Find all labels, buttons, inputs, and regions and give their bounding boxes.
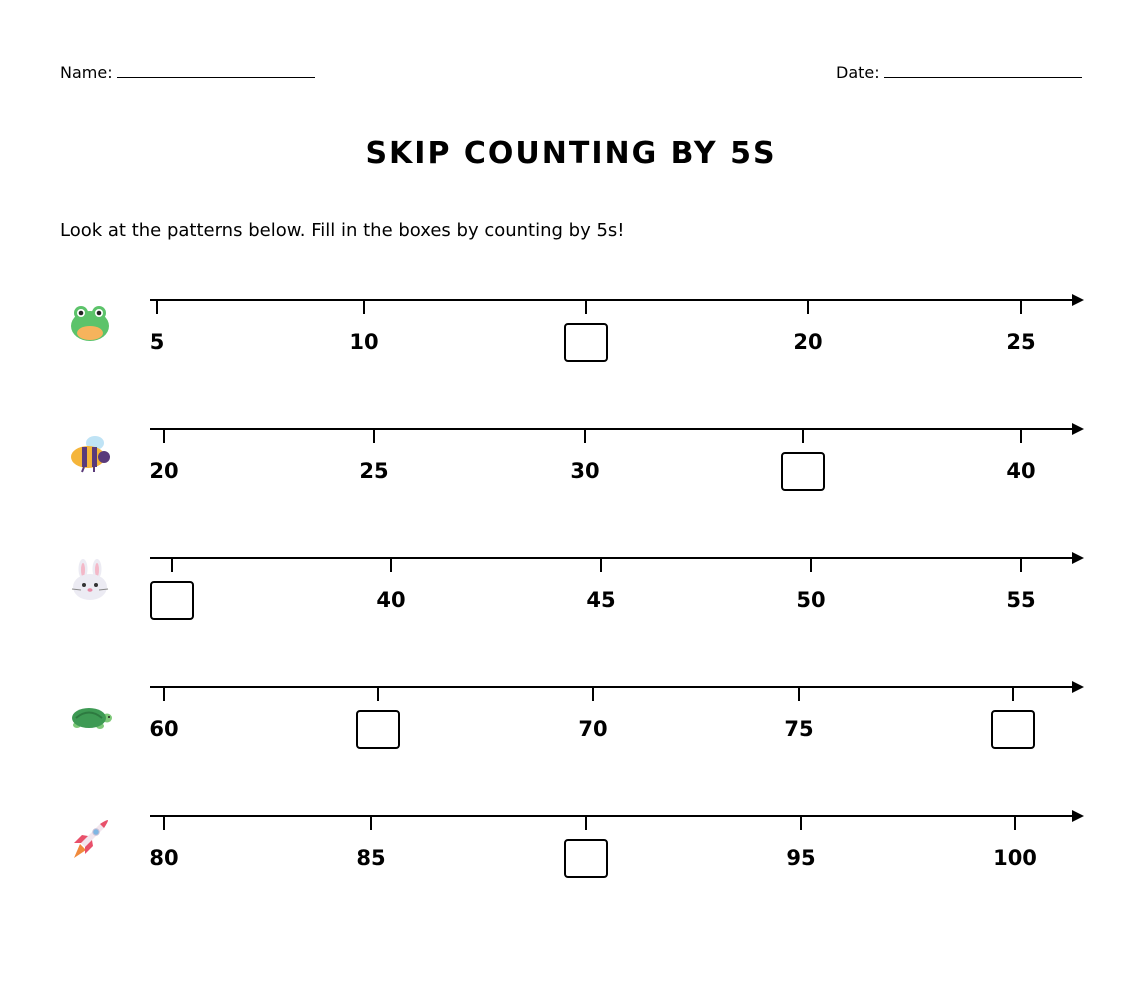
name-label: Name: bbox=[60, 63, 113, 82]
date-label: Date: bbox=[836, 63, 880, 82]
number-label: 80 bbox=[149, 846, 179, 870]
number-label: 25 bbox=[359, 459, 389, 483]
instructions: Look at the patterns below. Fill in the boxes by counting by 5s! bbox=[60, 220, 625, 241]
number-label: 75 bbox=[784, 717, 814, 741]
number-label: 25 bbox=[1006, 330, 1036, 354]
date-field bbox=[836, 63, 1082, 82]
arrow-head bbox=[1072, 552, 1084, 564]
turtle-icon bbox=[68, 687, 112, 731]
number-line bbox=[150, 687, 1085, 757]
arrow-head bbox=[1072, 810, 1084, 822]
answer-box[interactable] bbox=[782, 453, 824, 490]
number-line bbox=[150, 558, 1085, 628]
number-line-row-4 bbox=[0, 687, 1142, 787]
number-label: 100 bbox=[993, 846, 1037, 870]
number-label: 5 bbox=[149, 330, 165, 354]
rocket-icon bbox=[68, 816, 112, 860]
number-label: 50 bbox=[796, 588, 826, 612]
answer-box[interactable] bbox=[565, 324, 607, 361]
number-label: 60 bbox=[149, 717, 179, 741]
answer-box[interactable] bbox=[992, 711, 1034, 748]
number-label: 20 bbox=[793, 330, 823, 354]
number-label: 40 bbox=[376, 588, 406, 612]
answer-box[interactable] bbox=[151, 582, 193, 619]
name-blank[interactable] bbox=[117, 63, 315, 78]
number-line bbox=[150, 300, 1085, 370]
number-label: 10 bbox=[349, 330, 379, 354]
rabbit-icon bbox=[68, 558, 112, 602]
frog-icon bbox=[68, 300, 112, 344]
number-label: 70 bbox=[578, 717, 608, 741]
number-line-row-5 bbox=[0, 816, 1142, 916]
number-line-row-3 bbox=[0, 558, 1142, 658]
arrow-head bbox=[1072, 681, 1084, 693]
number-label: 20 bbox=[149, 459, 179, 483]
arrow-head bbox=[1072, 423, 1084, 435]
bee-icon bbox=[68, 429, 112, 473]
number-label: 85 bbox=[356, 846, 386, 870]
number-label: 30 bbox=[570, 459, 600, 483]
number-label: 40 bbox=[1006, 459, 1036, 483]
date-blank[interactable] bbox=[884, 63, 1082, 78]
answer-box[interactable] bbox=[565, 840, 607, 877]
number-label: 55 bbox=[1006, 588, 1036, 612]
number-label: 45 bbox=[586, 588, 616, 612]
number-label: 95 bbox=[786, 846, 816, 870]
answer-box[interactable] bbox=[357, 711, 399, 748]
number-line-row-2 bbox=[0, 429, 1142, 529]
number-line bbox=[150, 429, 1085, 499]
page-title: SKIP COUNTING BY 5S bbox=[365, 136, 777, 171]
number-line-row-1 bbox=[0, 300, 1142, 400]
name-field bbox=[60, 63, 315, 82]
arrow-head bbox=[1072, 294, 1084, 306]
number-line bbox=[150, 816, 1085, 886]
